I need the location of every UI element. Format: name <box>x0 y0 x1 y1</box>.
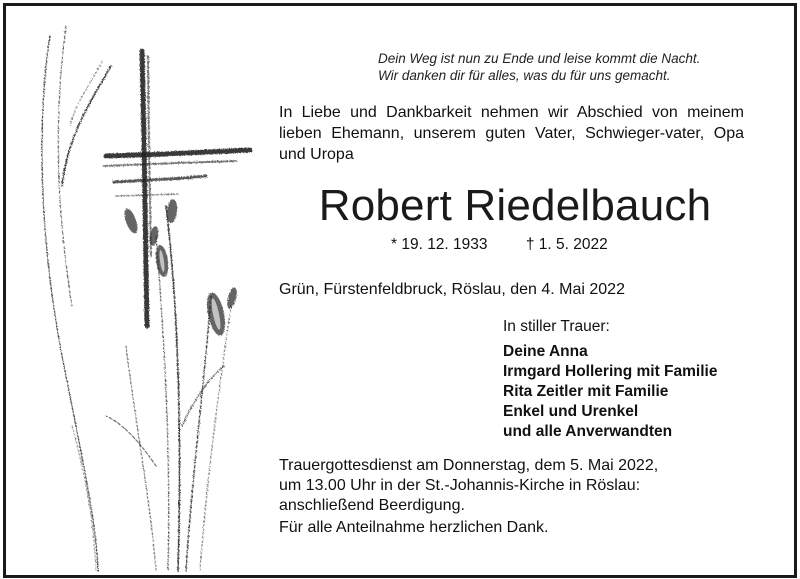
funeral-service-info <box>279 456 749 516</box>
motto-line: Wir danken dir für alles, was du für uns gemacht. <box>378 68 671 83</box>
mourner-name: Enkel und Urenkel <box>503 403 639 420</box>
deceased-name: Robert Riedelbauch <box>318 181 712 230</box>
cross-with-wheat-icon <box>6 6 276 575</box>
life-dates <box>391 235 608 255</box>
service-line: anschließend Beerdigung. <box>279 497 465 514</box>
mourner-name: Deine Anna <box>503 343 588 360</box>
place-and-date: Grün, Fürstenfeldbruck, Röslau, den 4. Mai 2022 <box>279 281 625 298</box>
service-line: Trauergottesdienst am Donnerstag, dem 5. Mai 2022, <box>279 457 659 474</box>
death-date: † 1. 5. 2022 <box>525 236 608 253</box>
intro-text: In Liebe und Dankbarkeit nehmen wir Abschied von meinem lieben Ehemann, unserem guten Vater, Schwieger-vater, Opa und Uropa <box>279 104 744 163</box>
thanks-line: Für alle Anteilnahme herzlichen Dank. <box>279 519 549 536</box>
mourners-lead: In stiller Trauer: <box>503 318 610 335</box>
mourner-name: Rita Zeitler mit Familie <box>503 383 669 400</box>
birth-date: * 19. 12. 1933 <box>391 236 488 253</box>
mourner-name: und alle Anverwandten <box>503 423 673 440</box>
motto-line: Dein Weg ist nun zu Ende und leise kommt die Nacht. <box>378 51 701 66</box>
motto-verse <box>378 50 738 84</box>
mourner-name: Irmgard Hollering mit Familie <box>503 363 718 380</box>
obituary-notice <box>3 3 797 578</box>
service-line: um 13.00 Uhr in der St.-Johannis-Kirche in Röslau: <box>279 477 641 494</box>
mourners-block <box>503 316 763 442</box>
